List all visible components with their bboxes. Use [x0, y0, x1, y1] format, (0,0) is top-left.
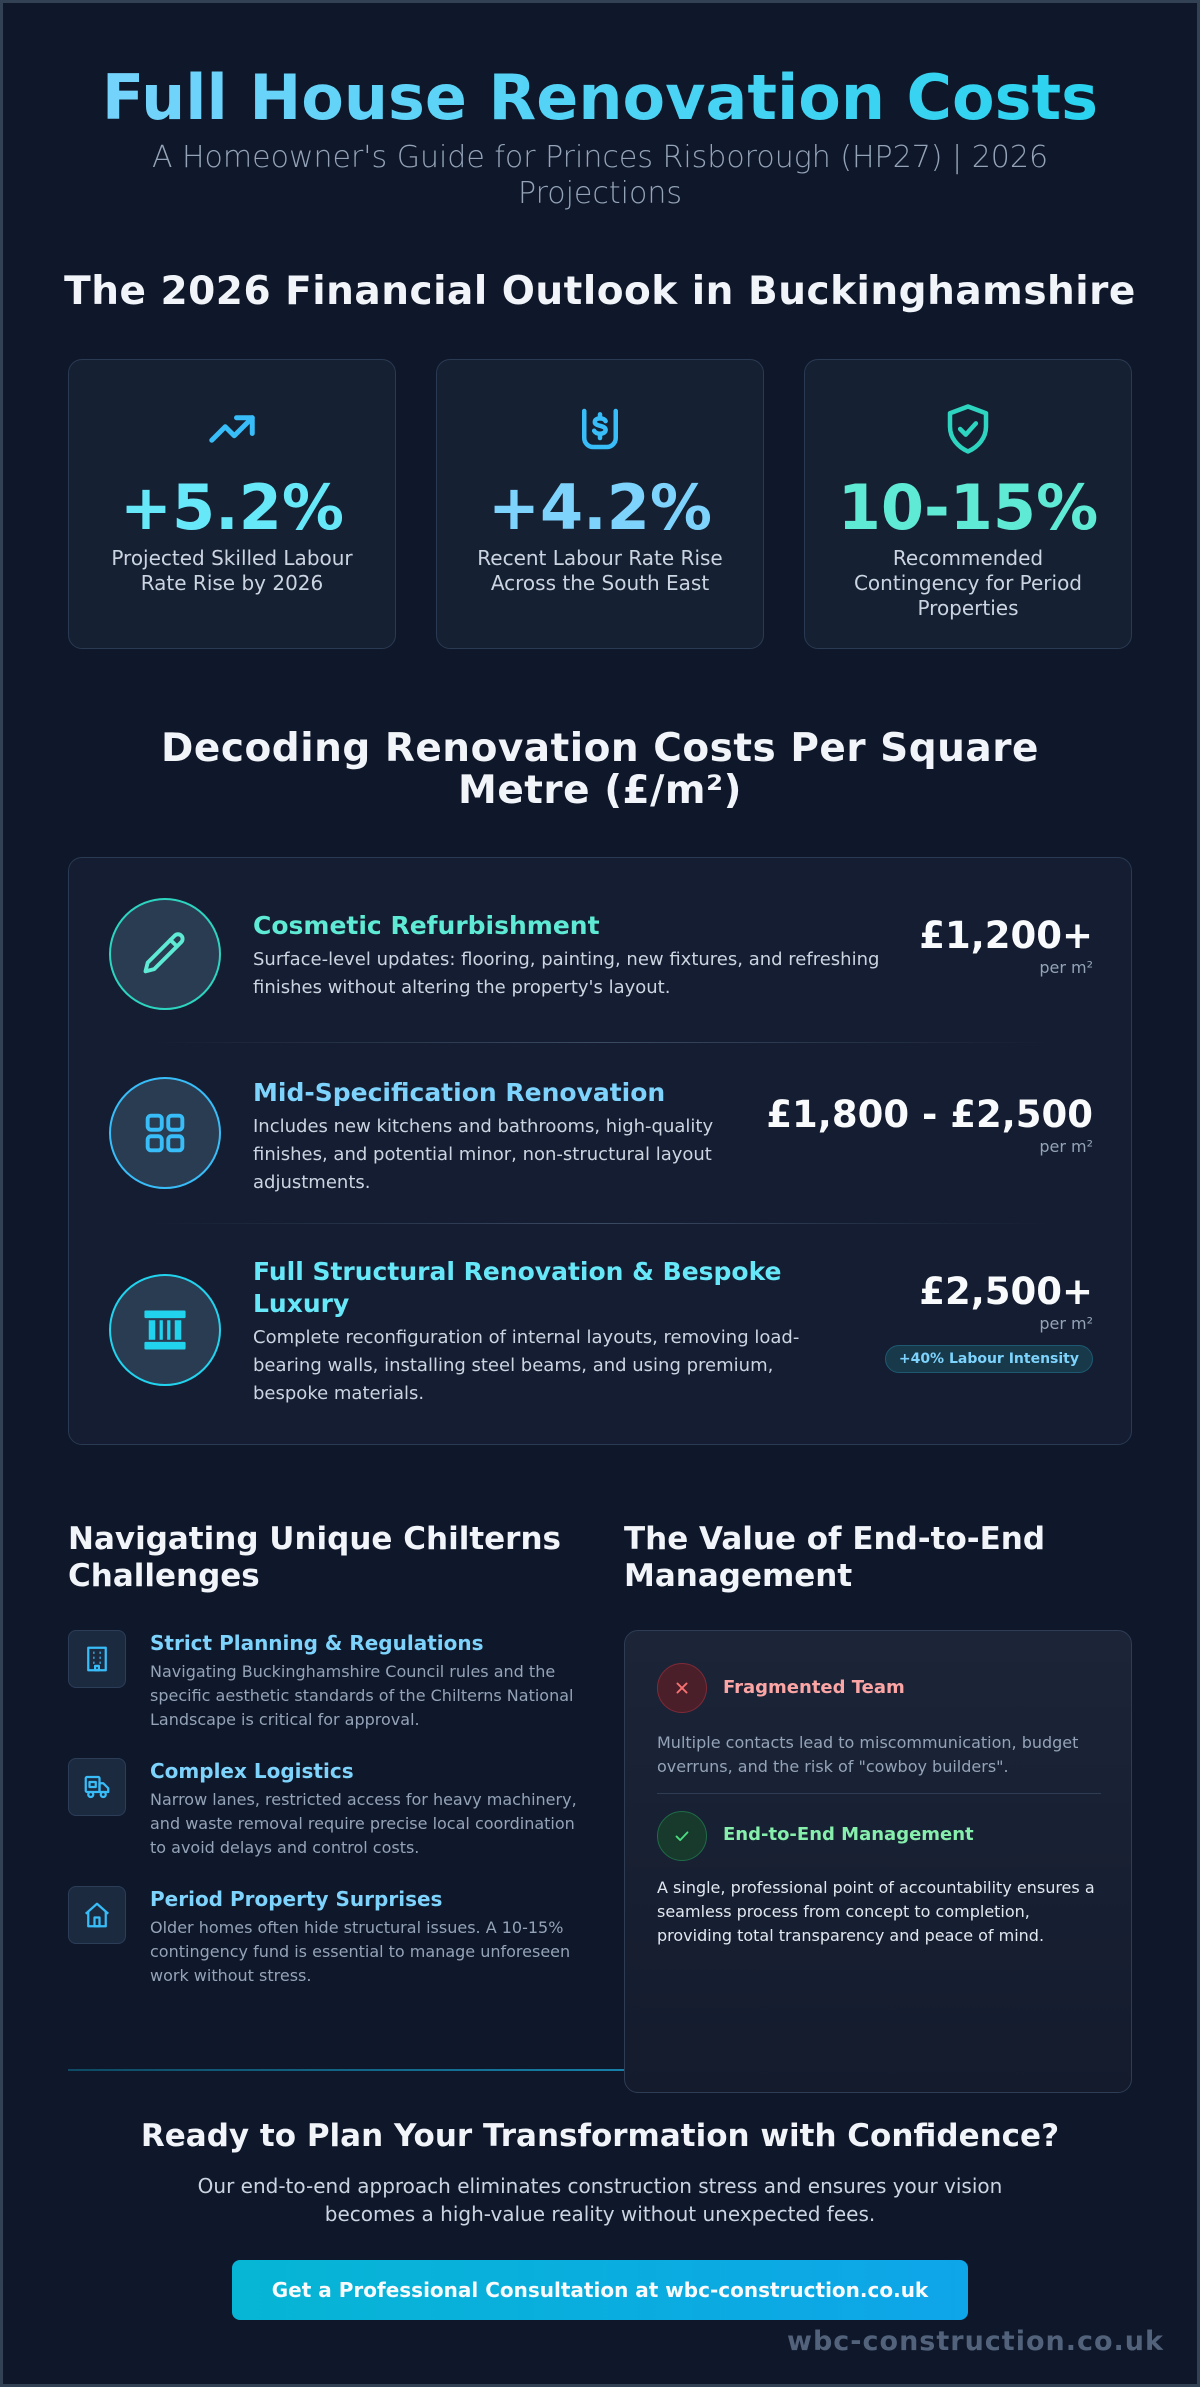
cost-row-cosmetic: [69, 898, 1133, 1008]
cost-price: £1,800 - £2,500: [766, 1093, 1093, 1136]
structure-icon: [109, 1274, 221, 1386]
truck-icon: [68, 1758, 126, 1816]
stats-row: [68, 359, 1132, 649]
stat-card-contingency: [804, 359, 1132, 649]
divider: [657, 1793, 1101, 1794]
value-title: The Value of End-to-End Management: [624, 1521, 1046, 1594]
check-icon: [657, 1811, 707, 1861]
cost-row-mid-spec: [69, 1077, 1133, 1193]
cost-title: Full Structural Renovation & Bespoke Luxury: [253, 1257, 782, 1318]
divider: [149, 1042, 1053, 1043]
value-card: [624, 1630, 1132, 2093]
footer-brand: wbc-construction.co.uk: [787, 2326, 1164, 2357]
cost-price: £1,200+: [919, 914, 1093, 957]
page-title: Full House Renovation Costs: [0, 62, 1200, 134]
stat-label: Recommended Contingency for Period Properties: [853, 546, 1083, 620]
shield-check-icon: [941, 441, 995, 460]
cost-desc: Complete reconfiguration of internal layouts, removing load-bearing walls, installing steel beams, and using premium, bespoke materials.: [253, 1327, 800, 1404]
pencil-icon: [109, 898, 221, 1010]
cost-row-structural: [69, 1257, 1133, 1404]
grid-icon: [109, 1077, 221, 1189]
end-to-end-desc: A single, professional point of accountability ensures a seamless process from concept to completion, providing total transparency and peace of mind.: [657, 1878, 1095, 1945]
cta-desc: Our end-to-end approach eliminates construction stress and ensures your vision becomes a high-value reality without unexpected fees.: [197, 2174, 1003, 2226]
cost-unit: per m²: [1039, 1137, 1093, 1156]
fragmented-team-desc: Multiple contacts lead to miscommunication, budget overruns, and the risk of "cowboy builders".: [657, 1733, 1079, 1776]
challenge-title: Complex Logistics: [150, 1759, 354, 1783]
costs-card: [68, 857, 1132, 1445]
stat-value: +5.2%: [120, 471, 344, 544]
challenges-title: Navigating Unique Chilterns Challenges: [68, 1521, 561, 1594]
money-bag-icon: [573, 441, 627, 460]
costs-title: Decoding Renovation Costs Per Square Metre (£/m²): [161, 726, 1039, 813]
cost-desc: Surface-level updates: flooring, painting, new fixtures, and refreshing finishes without altering the property's layout.: [253, 949, 880, 998]
divider: [149, 1223, 1053, 1224]
page-subtitle: A Homeowner's Guide for Princes Risborough (HP27) | 2026 Projections: [151, 140, 1049, 211]
challenge-title: Period Property Surprises: [150, 1887, 443, 1911]
stat-label: Recent Labour Rate Rise Across the South East: [477, 546, 723, 595]
cost-title: Cosmetic Refurbishment: [253, 911, 600, 940]
labour-intensity-badge: +40% Labour Intensity: [885, 1345, 1093, 1373]
consultation-button[interactable]: Get a Professional Consultation at wbc-construction.co.uk: [232, 2260, 968, 2320]
building-icon: [68, 1630, 126, 1688]
stat-card-labour-rise: [68, 359, 396, 649]
fragmented-team-title: Fragmented Team: [723, 1677, 905, 1698]
stat-value: 10-15%: [837, 471, 1099, 544]
cost-unit: per m²: [1039, 958, 1093, 977]
stat-label: Projected Skilled Labour Rate Rise by 2026: [111, 546, 353, 595]
stat-value: +4.2%: [488, 471, 712, 544]
house-icon: [68, 1886, 126, 1944]
stat-card-recent-rise: [436, 359, 764, 649]
cost-desc: Includes new kitchens and bathrooms, high-quality finishes, and potential minor, non-structural layout adjustments.: [253, 1116, 714, 1193]
challenge-title: Strict Planning & Regulations: [150, 1631, 484, 1655]
section-divider: [68, 2069, 624, 2071]
challenge-desc: Navigating Buckinghamshire Council rules and the specific aesthetic standards of the Chilterns National Landscape is critical for approval.: [150, 1662, 574, 1729]
cost-price: £2,500+: [919, 1270, 1093, 1313]
hero: [0, 62, 1200, 212]
x-icon: [657, 1663, 707, 1713]
cta-title: Ready to Plan Your Transformation with Confidence?: [140, 2118, 1060, 2154]
challenge-desc: Narrow lanes, restricted access for heavy machinery, and waste removal require precise local coordination to avoid delays and control costs.: [150, 1790, 577, 1857]
trending-up-icon: [205, 441, 259, 460]
outlook-title: The 2026 Financial Outlook in Buckinghamshire: [64, 269, 1136, 314]
end-to-end-title: End-to-End Management: [723, 1824, 974, 1845]
cost-unit: per m²: [1039, 1314, 1093, 1333]
cost-title: Mid-Specification Renovation: [253, 1078, 666, 1107]
challenge-desc: Older homes often hide structural issues. A 10-15% contingency fund is essential to manage unforeseen work without stress.: [150, 1918, 571, 1985]
